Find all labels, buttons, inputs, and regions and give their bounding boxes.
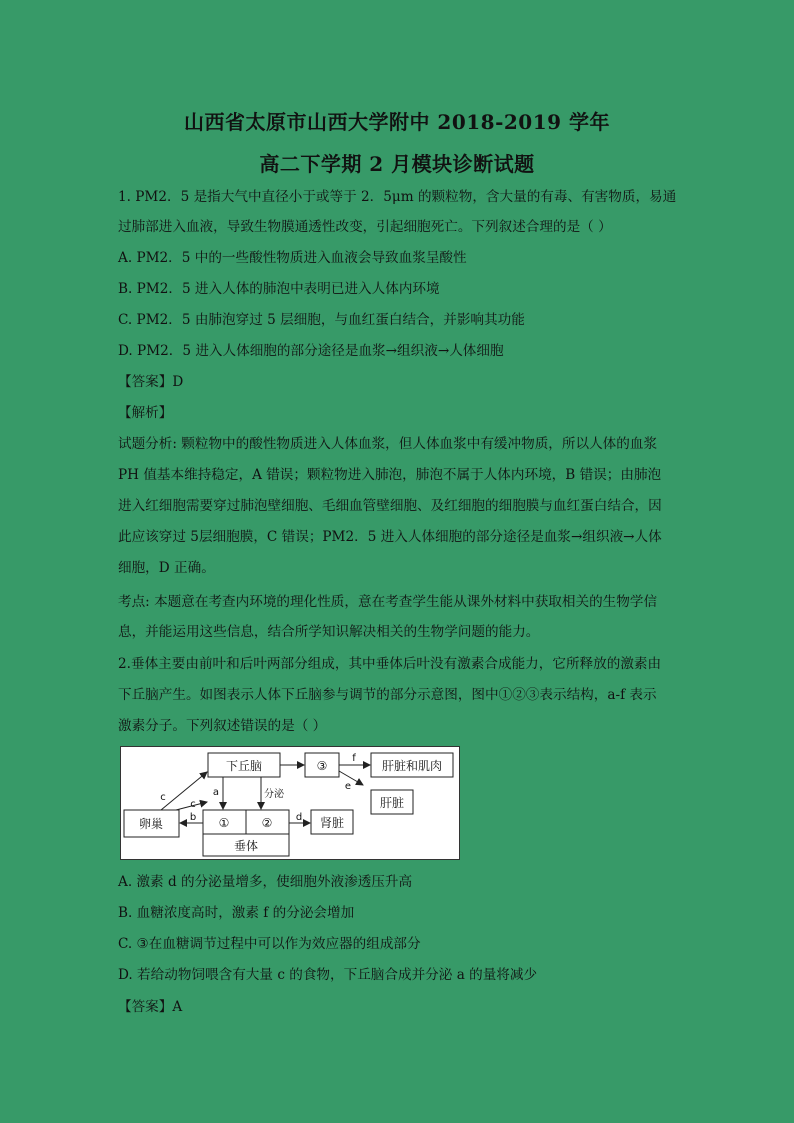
label-d: d: [295, 812, 303, 823]
kidney-label: 肾脏: [319, 816, 345, 830]
q1-stem-line1: 1. PM2．5 是指大气中直径小于或等于 2．5μm 的颗粒物，含大量的有毒、有害物质，易通: [118, 189, 677, 205]
q1-option-d: D. PM2．5 进入人体细胞的部分途径是血浆→组织液→人体细胞: [118, 343, 504, 359]
label-f: f: [352, 753, 356, 764]
ovary-label: 卵巢: [138, 817, 164, 831]
q1-point-line1: 考点: 本题意在考查内环境的理化性质，意在考查学生能从课外材料中获取相关的生物学信: [118, 594, 658, 610]
label-secrete: 分泌: [264, 789, 284, 800]
doc-title-line1: 山西省太原市山西大学附中 2018-2019 学年: [183, 110, 611, 134]
q1-analysis-label: 【解析】: [118, 405, 173, 421]
q1-option-b: B. PM2．5 进入人体的肺泡中表明已进入人体内环境: [118, 281, 440, 297]
label-b: b: [189, 812, 197, 823]
liver-muscle-label: 肝脏和肌肉: [381, 759, 443, 773]
label-a: a: [212, 787, 220, 798]
q2-option-c: C. ③在血糖调节过程中可以作为效应器的组成部分: [118, 936, 421, 952]
label-c2: c: [190, 799, 196, 810]
hypothalamus-label: 下丘脑: [225, 759, 263, 773]
q1-analysis-line1: 试题分析: 颗粒物中的酸性物质进入人体血浆，但人体血浆中有缓冲物质，所以人体的血浆: [118, 436, 658, 452]
q1-analysis-line4: 此应该穿过 5层细胞膜，C 错误；PM2．5 进入人体细胞的部分途径是血浆→组织液→人体: [118, 529, 662, 545]
q2-option-a: A. 激素 d 的分泌量增多，使细胞外液渗透压升高: [118, 874, 413, 890]
q1-analysis-line2: PH 值基本维持稳定，A 错误；颗粒物进入肺泡，肺泡不属于人体内环境，B 错误；由肺泡: [118, 467, 662, 483]
q2-answer: 【答案】A: [118, 999, 183, 1015]
diagram-svg: [121, 747, 459, 859]
q2-option-b: B. 血糖浓度高时，激素 f 的分泌会增加: [118, 905, 355, 921]
q2-option-d: D. 若给动物饲喂含有大量 c 的食物，下丘脑合成并分泌 a 的量将减少: [118, 967, 538, 983]
q1-answer: 【答案】D: [118, 374, 184, 390]
q1-point-line2: 息，并能运用这些信息，结合所学知识解决相关的生物学问题的能力。: [118, 624, 540, 640]
q1-option-a: A. PM2．5 中的一些酸性物质进入血液会导致血浆呈酸性: [118, 250, 467, 266]
structure3-label: ③: [316, 759, 328, 773]
arrow-c-hypothalamus: [161, 772, 207, 810]
pituitary-label: 垂体: [233, 839, 259, 853]
structure1-label: ①: [218, 816, 230, 830]
label-e: e: [344, 781, 352, 792]
q1-analysis-line3: 进入红细胞需要穿过肺泡壁细胞、毛细血管壁细胞、及红细胞的细胞膜与血红蛋白结合，因: [118, 498, 662, 514]
q2-stem-line2: 下丘脑产生。如图表示人体下丘脑参与调节的部分示意图，图中①②③表示结构，a-f 表示: [118, 687, 657, 703]
hormone-regulation-diagram: [120, 746, 460, 860]
q1-analysis-line5: 细胞，D 正确。: [118, 560, 215, 576]
q1-stem-line2: 过肺部进入血液，导致生物膜通透性改变，引起细胞死亡。下列叙述合理的是（ ）: [118, 219, 612, 235]
q1-option-c: C. PM2．5 由肺泡穿过 5 层细胞，与血红蛋白结合，并影响其功能: [118, 312, 525, 328]
liver-label: 肝脏: [379, 796, 405, 810]
doc-title-line2: 高二下学期 2 月模块诊断试题: [259, 152, 535, 176]
structure2-label: ②: [261, 816, 273, 830]
q2-stem-line1: 2.垂体主要由前叶和后叶两部分组成，其中垂体后叶没有激素合成能力，它所释放的激素由: [118, 656, 662, 672]
label-c: c: [160, 792, 166, 803]
q2-stem-line3: 激素分子。下列叙述错误的是（ ）: [118, 718, 327, 734]
